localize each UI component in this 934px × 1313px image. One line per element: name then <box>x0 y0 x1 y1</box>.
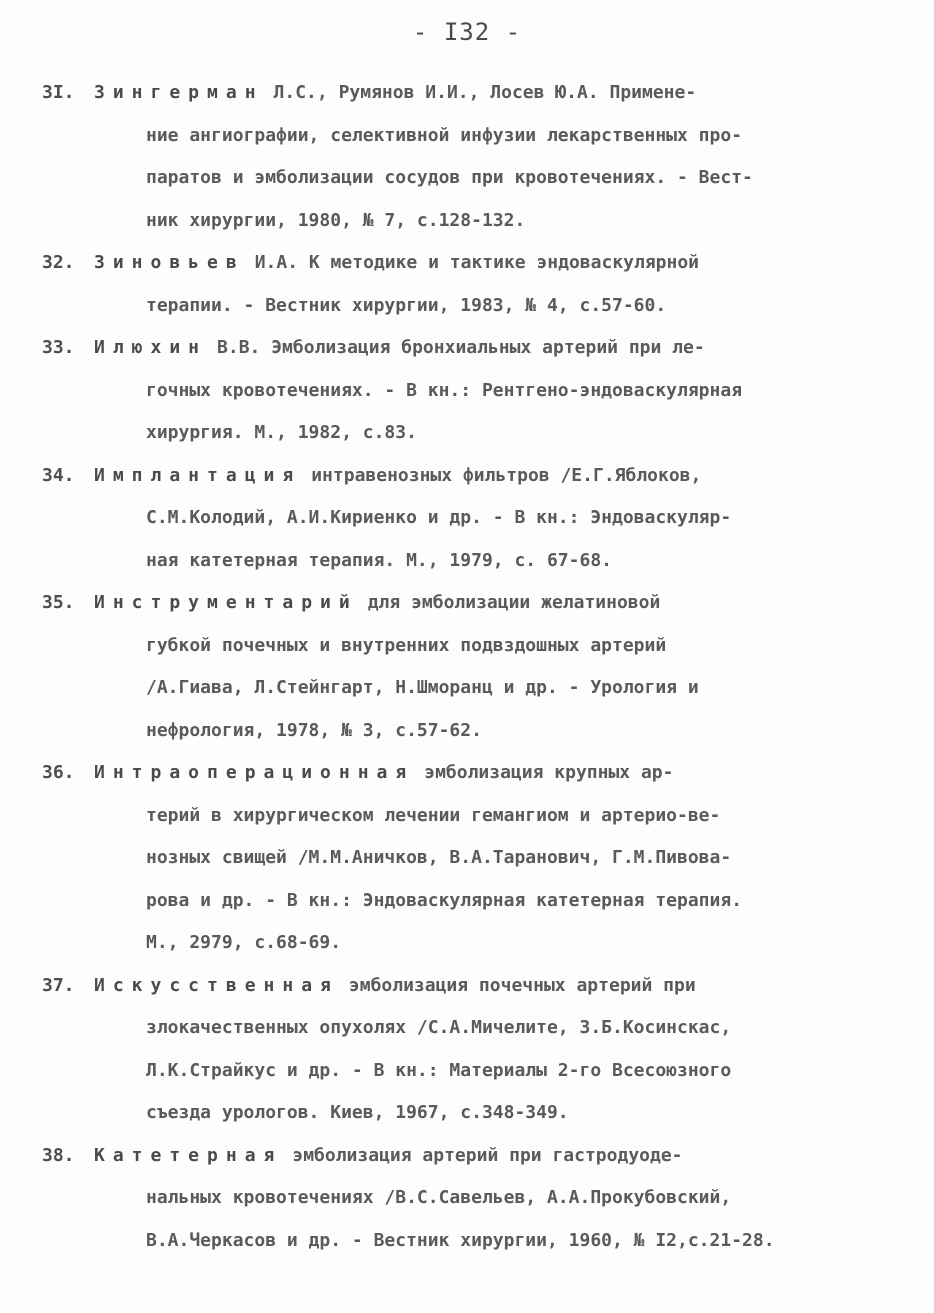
entry-key-word: Зингерман <box>94 82 264 103</box>
entry-line: ние ангиографии, селективной инфузии лекарственных про- <box>146 124 743 146</box>
bibliography-entry-33 <box>42 327 902 455</box>
entry-key-word: Искусственная <box>94 974 339 996</box>
bibliography-entry-32 <box>42 242 902 327</box>
entry-line: гочных кровотечениях. - В кн.: Рентгено-эндоваскулярная <box>146 379 743 401</box>
entry-number: 38. <box>42 1144 75 1166</box>
entry-line: Л.С., Румянов И.И., Лосев Ю.А. Примене- <box>273 82 697 103</box>
entry-line: В.В. Эмболизация бронхиальных артерий при ле- <box>217 337 705 358</box>
bibliography-entry-34 <box>42 455 902 583</box>
bibliography-entry-35 <box>42 582 902 752</box>
entry-number: 33. <box>42 337 75 358</box>
entry-line: нефрология, 1978, № 3, с.57-62. <box>146 719 482 741</box>
entry-line: /А.Гиава, Л.Стейнгарт, Н.Шморанц и др. - Урология и <box>146 677 699 698</box>
entry-number: 32. <box>42 252 75 273</box>
entry-line: нозных свищей /М.М.Аничков, В.А.Таранович, Г.М.Пивова- <box>146 847 732 868</box>
entry-line: для эмболизации желатиновой <box>367 592 661 613</box>
entry-number: 34. <box>42 464 75 486</box>
entry-line: интравенозных фильтров /Е.Г.Яблоков, <box>311 464 702 486</box>
bibliography-entry-38 <box>42 1135 902 1263</box>
entry-line: В.А.Черкасов и др. - Вестник хирургии, 1960, № I2,с.21-28. <box>146 1229 775 1251</box>
entry-line: губкой почечных и внутренних подвздошных артерий <box>146 634 667 656</box>
entry-line: злокачественных опухолях /С.А.Мичелите, З.Б.Косинскас, <box>146 1017 732 1038</box>
entry-key-word: Катетерная <box>94 1144 283 1166</box>
entry-line: терий в хирургическом лечении гемангиом и артерио-ве- <box>146 804 721 826</box>
bibliography-entry-36 <box>42 752 902 965</box>
entry-key-word: Интраоперационная <box>94 762 415 783</box>
entry-line: хирургия. М., 1982, с.83. <box>146 422 417 443</box>
entry-line: ник хирургии, 1980, № 7, с.128-132. <box>146 209 526 231</box>
entry-key-word: Инструментарий <box>94 592 358 613</box>
entry-line: нальных кровотечениях /В.С.Савельев, А.А.Прокубовский, <box>146 1187 732 1208</box>
entry-key-word: Имплантация <box>94 464 302 486</box>
entry-key-word: Зиновьев <box>94 252 245 273</box>
entry-line: эмболизация крупных ар- <box>424 762 674 783</box>
entry-line: терапии. - Вестник хирургии, 1983, № 4, с.57-60. <box>146 294 667 316</box>
entry-number: 36. <box>42 762 75 783</box>
entry-line: ная катетерная терапия. М., 1979, с. 67-68. <box>146 549 612 571</box>
entry-number: 35. <box>42 592 75 613</box>
entry-line: съезда урологов. Киев, 1967, с.348-349. <box>146 1102 569 1123</box>
entry-line: Л.К.Страйкус и др. - В кн.: Материалы 2-го Всесоюзного <box>146 1059 732 1081</box>
entry-line: эмболизация почечных артерий при <box>348 974 696 996</box>
entry-line: И.А. К методике и тактике эндоваскулярной <box>254 252 700 273</box>
entry-line: М., 2979, с.68-69. <box>146 932 342 953</box>
entry-line: паратов и эмболизации сосудов при кровотечениях. - Вест- <box>146 167 753 188</box>
bibliography-entry-31 <box>42 72 902 242</box>
bibliography-entry-37 <box>42 965 902 1135</box>
entry-number: 3I. <box>42 82 75 103</box>
entry-line: рова и др. - В кн.: Эндоваскулярная катетерная терапия. <box>146 889 743 911</box>
bibliography-list <box>42 72 902 1262</box>
entry-line: эмболизация артерий при гастродуоде- <box>292 1144 683 1166</box>
entry-line: С.М.Колодий, А.И.Кириенко и др. - В кн.: Эндоваскуляр- <box>146 507 732 528</box>
entry-key-word: Илюхин <box>94 337 208 358</box>
entry-number: 37. <box>42 974 75 996</box>
page-number: - I32 - <box>412 18 522 46</box>
